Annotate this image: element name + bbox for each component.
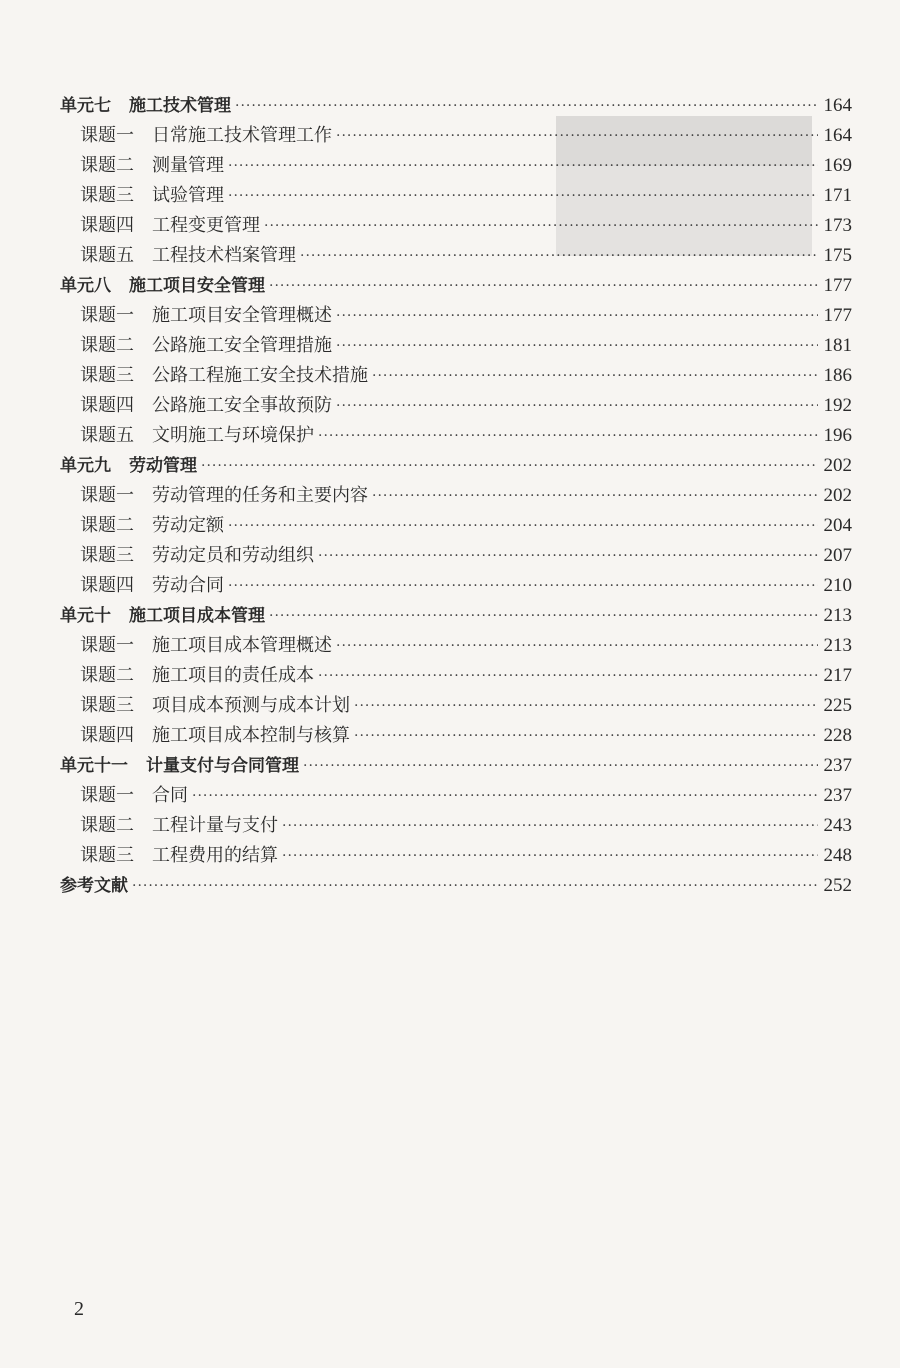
entry-page: 237 [823, 755, 852, 776]
entry-page: 192 [823, 395, 852, 416]
dot-leader [318, 541, 818, 571]
toc-unit-entry[interactable] [60, 751, 852, 781]
entry-page: 171 [823, 185, 852, 206]
dot-leader [282, 811, 818, 841]
dot-leader [354, 691, 818, 721]
dot-leader [318, 661, 818, 691]
entry-title: 工程变更管理 [152, 215, 260, 236]
entry-title: 施工项目成本管理 [129, 606, 265, 626]
entry-label [80, 511, 224, 541]
entry-number: 课题三 [80, 845, 134, 866]
entry-title: 日常施工技术管理工作 [152, 125, 332, 146]
entry-label [80, 571, 224, 601]
toc-lesson-entry[interactable] [80, 481, 852, 511]
entry-number: 单元七 [60, 96, 111, 116]
entry-label [80, 721, 350, 751]
toc-lesson-entry[interactable] [80, 391, 852, 421]
entry-page: 181 [823, 335, 852, 356]
entry-number: 课题三 [80, 545, 134, 566]
entry-title: 施工项目安全管理概述 [152, 305, 332, 326]
dot-leader [192, 781, 818, 811]
dot-leader [235, 91, 818, 121]
toc-lesson-entry[interactable] [80, 331, 852, 361]
entry-title: 项目成本预测与成本计划 [152, 695, 350, 716]
toc-lesson-entry[interactable] [80, 661, 852, 691]
entry-label [80, 421, 314, 451]
entry-label [80, 361, 368, 391]
entry-label [60, 91, 231, 121]
dot-leader [372, 361, 818, 391]
toc-lesson-entry[interactable] [80, 781, 852, 811]
entry-label [60, 271, 265, 301]
entry-page: 169 [823, 155, 852, 176]
toc-lesson-entry[interactable] [80, 691, 852, 721]
dot-leader [269, 601, 818, 631]
dot-leader [354, 721, 818, 751]
toc-lesson-entry[interactable] [80, 811, 852, 841]
entry-number: 课题一 [80, 125, 134, 146]
entry-number: 课题一 [80, 635, 134, 656]
entry-number: 课题一 [80, 485, 134, 506]
entry-number: 课题五 [80, 425, 134, 446]
dot-leader [228, 181, 818, 211]
entry-page: 243 [823, 815, 852, 836]
entry-number: 课题四 [80, 215, 134, 236]
entry-label [60, 601, 265, 631]
entry-number: 课题五 [80, 245, 134, 266]
dot-leader [336, 331, 818, 361]
toc-lesson-entry[interactable] [80, 541, 852, 571]
dot-leader [336, 301, 818, 331]
entry-page: 207 [823, 545, 852, 566]
toc-unit-entry[interactable] [60, 91, 852, 121]
entry-number: 课题四 [80, 395, 134, 416]
dot-leader [269, 271, 818, 301]
entry-title: 劳动定额 [152, 515, 224, 536]
entry-number: 课题二 [80, 515, 134, 536]
entry-page: 248 [823, 845, 852, 866]
entry-number: 课题三 [80, 695, 134, 716]
dot-leader [372, 481, 818, 511]
dot-leader [336, 631, 818, 661]
entry-title: 工程技术档案管理 [152, 245, 296, 266]
entry-label [80, 391, 332, 421]
toc-unit-entry[interactable] [60, 451, 852, 481]
entry-number: 单元十一 [60, 756, 128, 776]
toc-lesson-entry[interactable] [80, 631, 852, 661]
entry-label [80, 841, 278, 871]
entry-label [80, 241, 296, 271]
entry-title: 劳动合同 [152, 575, 224, 596]
entry-page: 202 [823, 485, 852, 506]
entry-page: 177 [823, 305, 852, 326]
toc-lesson-entry[interactable] [80, 841, 852, 871]
entry-title: 施工项目的责任成本 [152, 665, 314, 686]
entry-number: 单元八 [60, 276, 111, 296]
entry-label [80, 301, 332, 331]
entry-label [80, 631, 332, 661]
toc-lesson-entry[interactable] [80, 241, 852, 271]
entry-page: 252 [823, 875, 852, 896]
dot-leader [228, 571, 818, 601]
entry-page: 225 [823, 695, 852, 716]
entry-number: 课题三 [80, 185, 134, 206]
entry-label [80, 151, 224, 181]
entry-label [80, 541, 314, 571]
entry-number: 课题二 [80, 665, 134, 686]
entry-title: 公路工程施工安全技术措施 [152, 365, 368, 386]
entry-title: 施工项目安全管理 [129, 276, 265, 296]
entry-page: 196 [823, 425, 852, 446]
toc-lesson-entry[interactable] [80, 361, 852, 391]
entry-page: 228 [823, 725, 852, 746]
entry-page: 204 [823, 515, 852, 536]
page-number: 2 [74, 1298, 84, 1320]
entry-label [80, 691, 350, 721]
entry-title: 施工项目成本控制与核算 [152, 725, 350, 746]
entry-page: 202 [823, 455, 852, 476]
toc-lesson-entry[interactable] [80, 151, 852, 181]
toc-unit-entry[interactable] [60, 871, 852, 901]
entry-title: 计量支付与合同管理 [146, 756, 299, 776]
toc-lesson-entry[interactable] [80, 181, 852, 211]
entry-number: 课题二 [80, 815, 134, 836]
entry-label [80, 781, 188, 811]
toc-unit-entry[interactable] [60, 601, 852, 631]
entry-title: 测量管理 [152, 155, 224, 176]
dot-leader [336, 121, 818, 151]
entry-label [60, 451, 197, 481]
toc-lesson-entry[interactable] [80, 721, 852, 751]
entry-label [80, 661, 314, 691]
entry-page: 237 [823, 785, 852, 806]
toc-lesson-entry[interactable] [80, 121, 852, 151]
entry-title: 合同 [152, 785, 188, 806]
entry-number: 课题一 [80, 785, 134, 806]
entry-label [60, 751, 299, 781]
entry-page: 217 [823, 665, 852, 686]
toc-lesson-entry[interactable] [80, 571, 852, 601]
entry-label [80, 811, 278, 841]
toc-unit-entry[interactable] [60, 271, 852, 301]
toc-lesson-entry[interactable] [80, 511, 852, 541]
entry-page: 213 [823, 635, 852, 656]
entry-title: 劳动管理的任务和主要内容 [152, 485, 368, 506]
entry-page: 186 [823, 365, 852, 386]
entry-title: 工程费用的结算 [152, 845, 278, 866]
entry-number: 单元十 [60, 606, 111, 626]
toc-lesson-entry[interactable] [80, 421, 852, 451]
entry-number: 课题四 [80, 575, 134, 596]
entry-number: 课题三 [80, 365, 134, 386]
dot-leader [132, 871, 818, 901]
dot-leader [336, 391, 818, 421]
entry-title: 文明施工与环境保护 [152, 425, 314, 446]
entry-page: 213 [823, 605, 852, 626]
entry-number: 课题二 [80, 155, 134, 176]
dot-leader [300, 241, 818, 271]
dot-leader [228, 151, 818, 181]
entry-page: 164 [823, 125, 852, 146]
dot-leader [318, 421, 818, 451]
entry-title: 工程计量与支付 [152, 815, 278, 836]
entry-label [80, 121, 332, 151]
entry-title: 施工项目成本管理概述 [152, 635, 332, 656]
entry-page: 177 [823, 275, 852, 296]
entry-label [80, 211, 260, 241]
entry-label [80, 331, 332, 361]
entry-title: 劳动定员和劳动组织 [152, 545, 314, 566]
entry-label [80, 481, 368, 511]
entry-number: 单元九 [60, 456, 111, 476]
entry-title: 公路施工安全管理措施 [152, 335, 332, 356]
dot-leader [228, 511, 818, 541]
entry-page: 173 [823, 215, 852, 236]
entry-title: 试验管理 [152, 185, 224, 206]
entry-title: 参考文献 [60, 876, 128, 896]
entry-number: 课题二 [80, 335, 134, 356]
toc-lesson-entry[interactable] [80, 211, 852, 241]
entry-title: 劳动管理 [129, 456, 197, 476]
entry-title: 施工技术管理 [129, 96, 231, 116]
entry-label [60, 871, 128, 901]
entry-label [80, 181, 224, 211]
entry-page: 210 [823, 575, 852, 596]
dot-leader [282, 841, 818, 871]
dot-leader [201, 451, 818, 481]
entry-page: 175 [823, 245, 852, 266]
dot-leader [264, 211, 818, 241]
entry-page: 164 [823, 95, 852, 116]
dot-leader [303, 751, 818, 781]
entry-number: 课题一 [80, 305, 134, 326]
toc-lesson-entry[interactable] [80, 301, 852, 331]
entry-number: 课题四 [80, 725, 134, 746]
entry-title: 公路施工安全事故预防 [152, 395, 332, 416]
